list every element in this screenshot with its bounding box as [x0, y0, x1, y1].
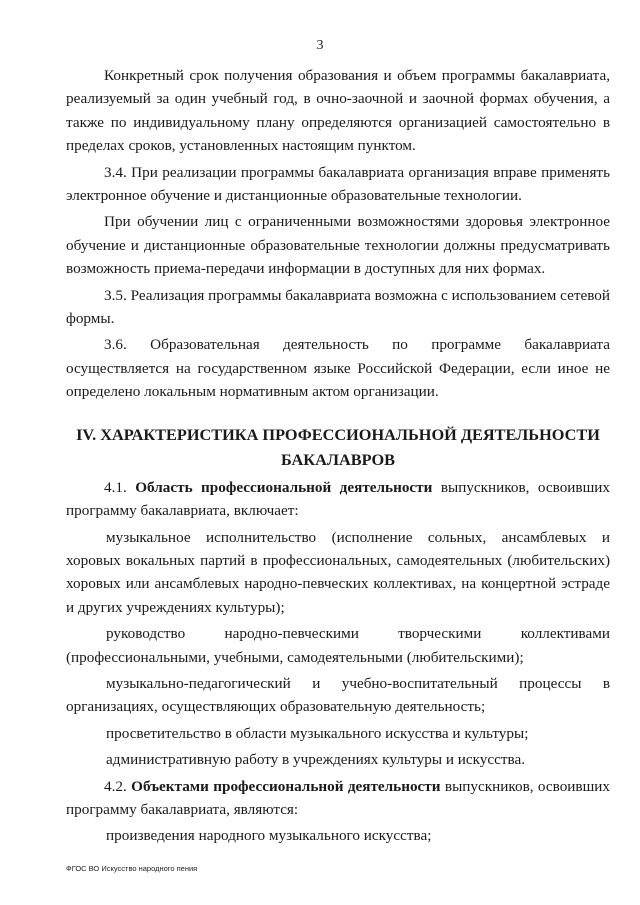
- list-item: руководство народно-певческими творческими коллективами (профессиональными, учебными, самодеятельными (любительскими);: [66, 625, 610, 666]
- paragraph-3-5: 3.5. Реализация программы бакалавриата возможна с использованием сетевой формы.: [66, 286, 610, 328]
- section-heading-iv: IV. ХАРАКТЕРИСТИКА ПРОФЕССИОНАЛЬНОЙ ДЕЯТЕЛЬНОСТИ БАКАЛАВРОВ: [76, 424, 600, 469]
- bold-term: Объектами профессиональной деятельности: [131, 777, 441, 795]
- list-item: административную работу в учреждениях культуры и искусства.: [106, 751, 525, 769]
- item-number: 4.2.: [104, 777, 127, 795]
- paragraph-3-4: 3.4. При реализации программы бакалавриата организация вправе применять электронное обучение и дистанционные образовательные технологии.: [66, 163, 610, 205]
- list-item: произведения народного музыкального искусства;: [106, 827, 432, 845]
- item-number: 4.1.: [104, 478, 127, 496]
- item-rest: выпускников, освоивших программу бакалавриата, включает:: [66, 478, 611, 520]
- paragraph-disabilities: При обучении лиц с ограниченными возможностями здоровья электронное обучение и дистанционные образовательные технологии должны предусматривать возможность приема-передачи информации в доступных для них формах.: [66, 213, 610, 278]
- page-number: 3: [316, 38, 324, 53]
- list-item: просветительство в области музыкального искусства и культуры;: [106, 724, 529, 742]
- bold-term: Область профессиональной деятельности: [135, 478, 433, 496]
- paragraph-4-2: [66, 775, 610, 822]
- footer-text: ФГОС ВО Искусство народного пения: [66, 864, 198, 873]
- list-item: музыкальное исполнительство (исполнение сольных, ансамблевых и хоровых вокальных партий в профессиональных, самодеятельных (любительских) хоровых или ансамблевых народно-певческих коллективах, на концертной эстраде и других учреждениях культуры);: [66, 528, 610, 616]
- list-item: музыкально-педагогический и учебно-воспитательный процессы в организациях, осуществляющих образовательную деятельность;: [66, 674, 610, 716]
- document-body: [66, 64, 610, 851]
- item-rest: выпускников, освоивших программу бакалавриата, являются:: [66, 777, 611, 818]
- paragraph-4-1: [66, 476, 610, 523]
- paragraph-3-6: 3.6. Образовательная деятельность по программе бакалавриата осуществляется на государственном языке Российской Федерации, если иное не определено локальным нормативным актом организации.: [66, 336, 610, 401]
- paragraph-term-duration: Конкретный срок получения образования и объем программы бакалавриата, реализуемый за один учебный год, в очно-заочной и заочной формах обучения, а также по индивидуальному плану определяются организацией самостоятельно в пределах сроков, установленных настоящим пунктом.: [66, 67, 610, 155]
